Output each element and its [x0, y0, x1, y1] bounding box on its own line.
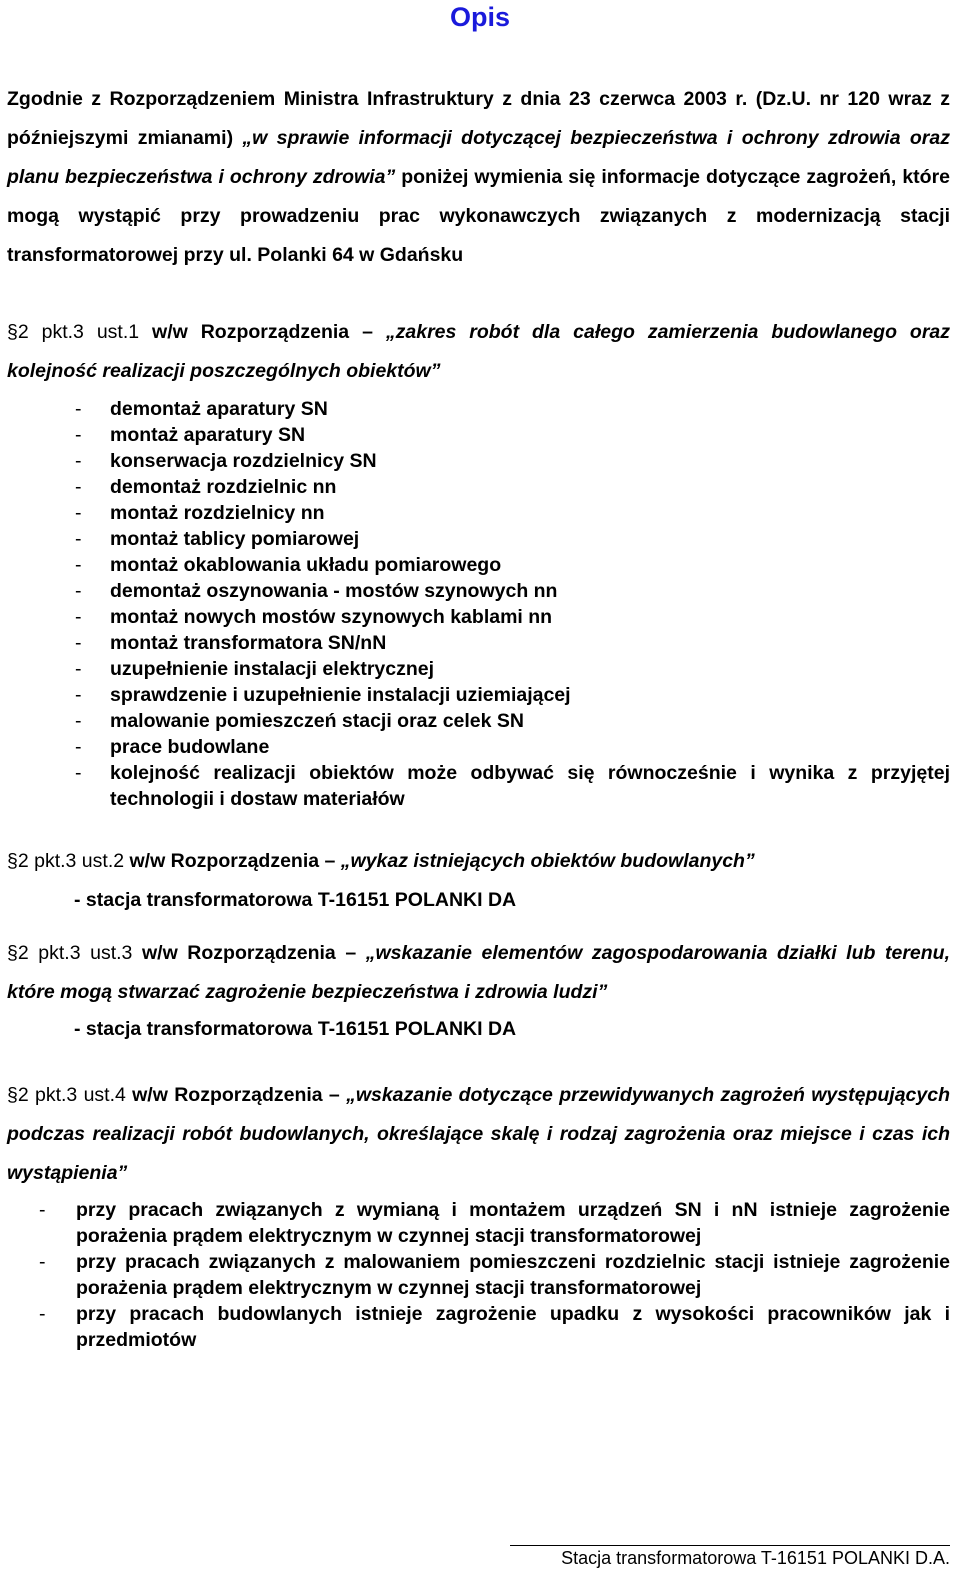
list-item: - sprawdzenie i uzupełnienie instalacji uziemiającej: [75, 684, 571, 706]
section4-list: [39, 1197, 950, 1353]
list-item: - kolejność realizacji obiektów może odbywać się równocześnie i wynika z przyjętej technologii i dostaw materiałów: [75, 762, 950, 810]
section4-quote: „wskazanie dotyczące przewidywanych zagrożeń występujących podczas realizacji robót budowlanych, określające skalę i rodzaj zagrożenia oraz miejsce i czas ich wystąpienia”: [7, 1084, 950, 1184]
section3-item: - stacja transformatorowa T-16151 POLANKI DA: [74, 1018, 517, 1040]
list-item: - malowanie pomieszczeń stacji oraz celek SN: [75, 710, 525, 732]
section4-heading: [7, 1076, 950, 1193]
list-item: - przy pracach budowlanych istnieje zagrożenie upadku z wysokości pracowników jak i przedmiotów: [39, 1303, 950, 1351]
page-title: Opis: [449, 2, 510, 32]
intro-paragraph: [7, 80, 950, 275]
page-footer: Stacja transformatorowa T-16151 POLANKI D.A.: [510, 1545, 950, 1569]
section1-heading: [7, 313, 950, 391]
list-item: - konserwacja rozdzielnicy SN: [75, 450, 377, 472]
list-item: - montaż aparatury SN: [75, 424, 306, 446]
section1-quote: „zakres robót dla całego zamierzenia budowlanego oraz kolejność realizacji poszczególnych obiektów”: [7, 321, 951, 382]
list-item: - prace budowlane: [75, 736, 270, 758]
section3-lead: w/w Rozporządzenia –: [132, 942, 366, 964]
section4-lead: w/w Rozporządzenia –: [125, 1084, 347, 1106]
section1-lead: w/w Rozporządzenia –: [139, 321, 386, 343]
list-item: - montaż rozdzielnicy nn: [75, 502, 325, 524]
section2-heading: [7, 842, 950, 881]
list-item: - demontaż aparatury SN: [75, 398, 328, 420]
section4-ref: §2 pkt.3 ust.4: [7, 1084, 126, 1106]
section1-ref: §2 pkt.3 ust.1: [7, 321, 140, 343]
list-item: - demontaż oszynowania - mostów szynowych nn: [75, 580, 558, 602]
section3-ref: §2 pkt.3 ust.3: [7, 942, 133, 964]
section2-quote: „wykaz istniejących obiektów budowlanych”: [340, 850, 755, 872]
list-item: - montaż nowych mostów szynowych kablami nn: [75, 606, 553, 628]
list-item: - przy pracach związanych z wymianą i montażem urządzeń SN i nN istnieje zagrożenie porażenia prądem elektrycznym w czynnej stacji transformatorowej: [39, 1199, 950, 1247]
list-item: - montaż transformatora SN/nN: [75, 632, 387, 654]
section3-quote: „wskazanie elementów zagospodarowania działki lub terenu, które mogą stwarzać zagrożenie bezpieczeństwa i zdrowia ludzi”: [7, 942, 951, 1003]
list-item: - uzupełnienie instalacji elektrycznej: [75, 658, 435, 680]
list-item: - demontaż rozdzielnic nn: [75, 476, 337, 498]
section2-ref: §2 pkt.3 ust.2: [7, 850, 125, 872]
section1-list: [75, 396, 950, 812]
intro-text-1: Zgodnie z Rozporządzeniem Ministra Infrastruktury z dnia 23 czerwca 2003 r. (Dz.U. nr 120 wraz z późniejszymi zmianami): [7, 88, 950, 149]
list-item: - montaż tablicy pomiarowej: [75, 528, 360, 550]
section3-heading: [7, 934, 950, 1012]
section2-item: - stacja transformatorowa T-16151 POLANKI DA: [74, 889, 517, 911]
intro-text-2: poniżej wymienia się informacje dotyczące zagrożeń, które mogą wystąpić przy prowadzeniu prac wykonawczych związanych z modernizacją stacji transformatorowej przy ul. Polanki 64 w Gdańsku: [7, 166, 951, 266]
list-item: - przy pracach związanych z malowaniem pomieszczeni rozdzielnic stacji istnieje zagrożenie porażenia prądem elektrycznym w czynnej stacji transformatorowej: [39, 1251, 950, 1299]
intro-quote: „w sprawie informacji dotyczącej bezpieczeństwa i ochrony zdrowia oraz planu bezpieczeństwa i ochrony zdrowia”: [7, 127, 950, 188]
section2-lead: w/w Rozporządzenia –: [124, 850, 341, 872]
list-item: - montaż okablowania układu pomiarowego: [75, 554, 502, 576]
